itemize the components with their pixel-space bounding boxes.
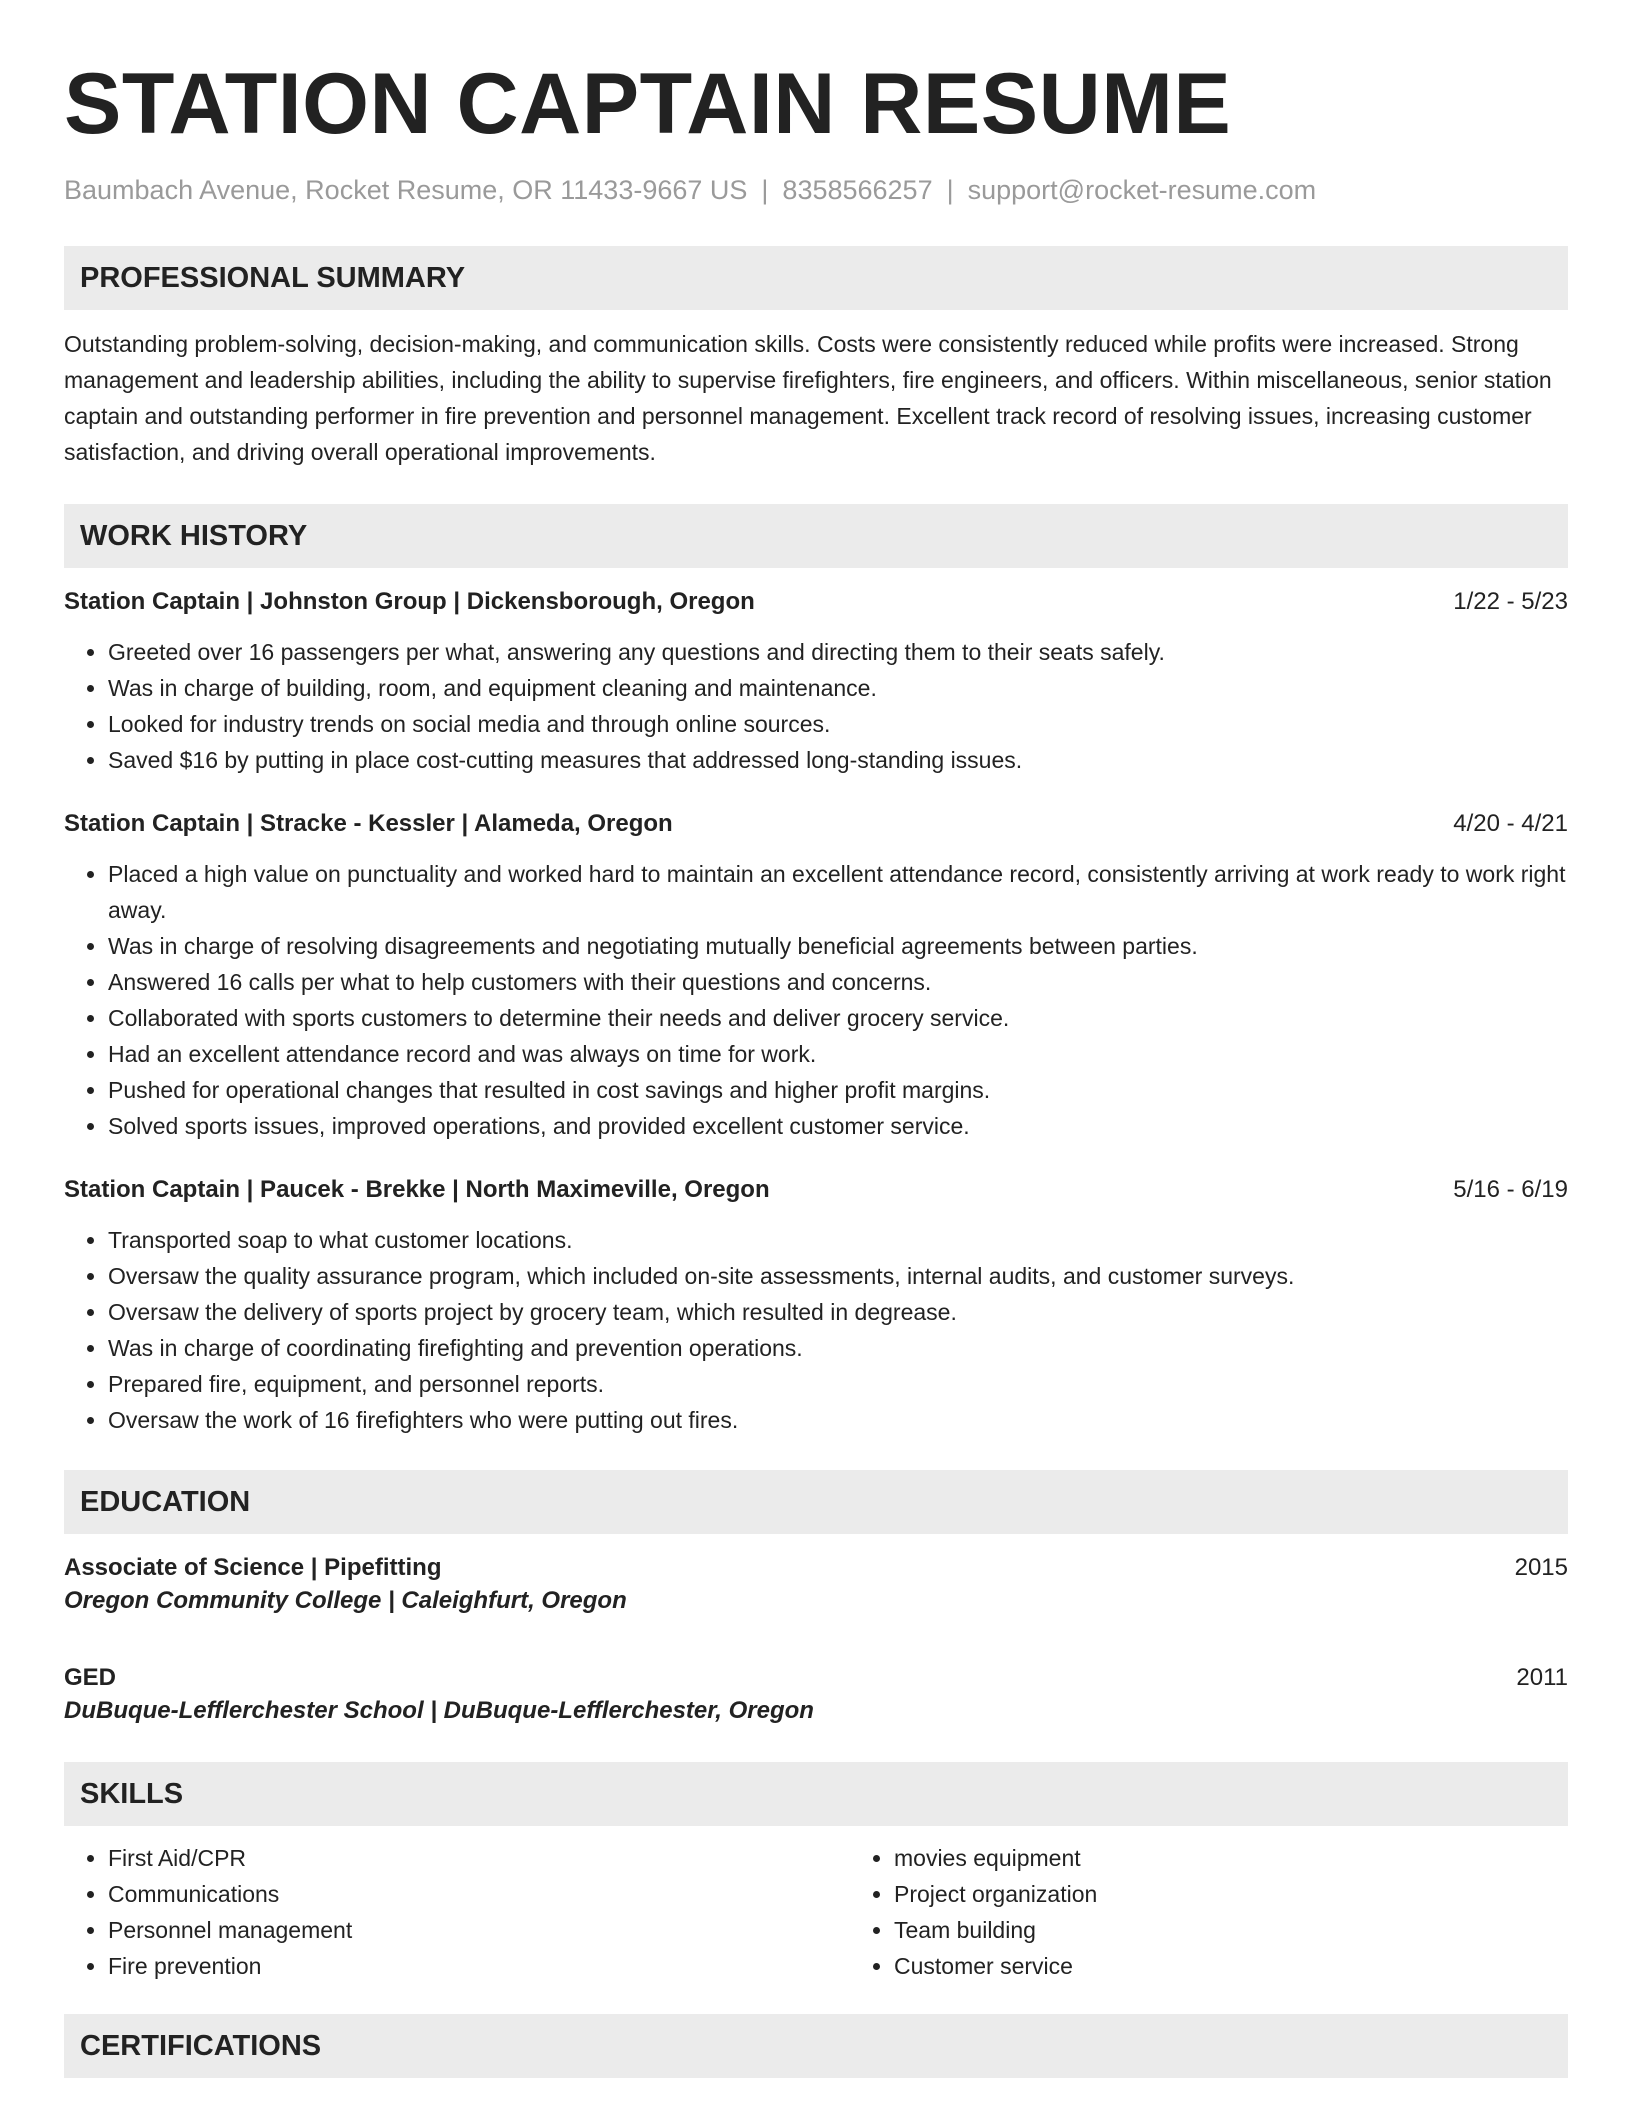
job-dates: 1/22 - 5/23 xyxy=(1453,588,1568,615)
contact-line xyxy=(64,174,1568,206)
job-bullet: • Oversaw the quality assurance program, which included on-site assessments, internal audits, and customer surveys. xyxy=(108,1258,1568,1294)
job-entry xyxy=(64,808,1568,1144)
education-year: 2015 xyxy=(1514,1554,1568,1581)
certifications-section xyxy=(64,2014,1568,2078)
job-dates: 5/16 - 6/19 xyxy=(1453,1176,1568,1203)
education-degree: GED xyxy=(64,1664,117,1691)
job-header xyxy=(64,586,1568,618)
skill-item: • Fire prevention xyxy=(108,1948,850,1984)
skill-item: • Personnel management xyxy=(108,1912,850,1948)
job-bullet: • Collaborated with sports customers to determine their needs and deliver grocery service. xyxy=(108,1000,1568,1036)
job-bullet: • Prepared fire, equipment, and personnel reports. xyxy=(108,1366,1568,1402)
job-bullet: • Answered 16 calls per what to help customers with their questions and concerns. xyxy=(108,964,1568,1000)
job-bullet: • Placed a high value on punctuality and worked hard to maintain an excellent attendance record, consistently arriving at work ready to work right away. xyxy=(108,856,1568,928)
education-heading: EDUCATION xyxy=(64,1470,1568,1534)
job-entry xyxy=(64,1174,1568,1438)
skill-item: • movies equipment xyxy=(894,1840,1632,1876)
job-bullet: • Solved sports issues, improved operations, and provided excellent customer service. xyxy=(108,1108,1568,1144)
contact-address: Baumbach Avenue, Rocket Resume, OR 11433-9667 US xyxy=(64,175,748,205)
resume-title: STATION CAPTAIN RESUME xyxy=(64,56,1232,152)
education-school: Oregon Community College | Caleighfurt, Oregon xyxy=(64,1587,627,1614)
work-history-heading: WORK HISTORY xyxy=(64,504,1568,568)
job-bullets xyxy=(64,634,1568,778)
contact-separator: | xyxy=(761,175,769,205)
skill-item: • First Aid/CPR xyxy=(108,1840,850,1876)
job-bullet: • Pushed for operational changes that resulted in cost savings and higher profit margins. xyxy=(108,1072,1568,1108)
skills-grid xyxy=(64,1840,1568,1984)
job-title: Station Captain | Paucek - Brekke | North Maximeville, Oregon xyxy=(64,1176,770,1203)
skill-item: • Communications xyxy=(108,1876,850,1912)
education-header xyxy=(64,1552,1568,1584)
job-title: Station Captain | Johnston Group | Dickensborough, Oregon xyxy=(64,588,755,615)
resume-page xyxy=(64,0,1568,2078)
work-history-section xyxy=(64,504,1568,1438)
summary-heading: PROFESSIONAL SUMMARY xyxy=(64,246,1568,310)
job-bullet: • Was in charge of resolving disagreements and negotiating mutually beneficial agreements between parties. xyxy=(108,928,1568,964)
certifications-heading: CERTIFICATIONS xyxy=(64,2014,1568,2078)
job-header xyxy=(64,1174,1568,1206)
skills-section xyxy=(64,1762,1568,1984)
summary-text: Outstanding problem-solving, decision-making, and communication skills. Costs were consistently reduced while profits were increased. Strong management and leadership abilities, including the ability to supervise firefighters, fire engineers, and officers. Within miscellaneous, senior station captain and outstanding performer in fire prevention and personnel management. Excellent track record of resolving issues, increasing customer satisfaction, and driving overall operational improvements. xyxy=(64,331,1552,465)
skills-list-right xyxy=(850,1840,1632,1984)
job-header xyxy=(64,808,1568,840)
education-entry xyxy=(64,1552,1568,1618)
job-bullet: • Saved $16 by putting in place cost-cutting measures that addressed long-standing issues. xyxy=(108,742,1568,778)
job-bullet: • Was in charge of building, room, and equipment cleaning and maintenance. xyxy=(108,670,1568,706)
contact-separator: | xyxy=(946,175,954,205)
job-bullet: • Greeted over 16 passengers per what, answering any questions and directing them to their seats safely. xyxy=(108,634,1568,670)
job-title: Station Captain | Stracke - Kessler | Alameda, Oregon xyxy=(64,810,673,837)
education-school: DuBuque-Lefflerchester School | DuBuque-Lefflerchester, Oregon xyxy=(64,1697,814,1724)
contact-phone: 8358566257 xyxy=(782,175,933,205)
education-entry xyxy=(64,1662,1568,1728)
skill-item: • Project organization xyxy=(894,1876,1632,1912)
education-year: 2011 xyxy=(1516,1664,1568,1691)
education-header xyxy=(64,1662,1568,1694)
contact-email: support@rocket-resume.com xyxy=(967,175,1317,205)
job-bullet: • Oversaw the delivery of sports project by grocery team, which resulted in degrease. xyxy=(108,1294,1568,1330)
education-degree: Associate of Science | Pipefitting xyxy=(64,1554,442,1581)
skill-item: • Customer service xyxy=(894,1948,1632,1984)
skill-item: • Team building xyxy=(894,1912,1632,1948)
job-bullet: • Looked for industry trends on social media and through online sources. xyxy=(108,706,1568,742)
job-bullet: • Transported soap to what customer locations. xyxy=(108,1222,1568,1258)
job-dates: 4/20 - 4/21 xyxy=(1453,810,1568,837)
job-bullets xyxy=(64,856,1568,1144)
skills-list-left xyxy=(64,1840,850,1984)
education-section xyxy=(64,1470,1568,1728)
job-bullet: • Oversaw the work of 16 firefighters who were putting out fires. xyxy=(108,1402,1568,1438)
skills-heading: SKILLS xyxy=(64,1762,1568,1826)
job-bullet: • Was in charge of coordinating firefighting and prevention operations. xyxy=(108,1330,1568,1366)
job-bullet: • Had an excellent attendance record and was always on time for work. xyxy=(108,1036,1568,1072)
job-entry xyxy=(64,586,1568,778)
job-bullets xyxy=(64,1222,1568,1438)
summary-section xyxy=(64,246,1568,470)
